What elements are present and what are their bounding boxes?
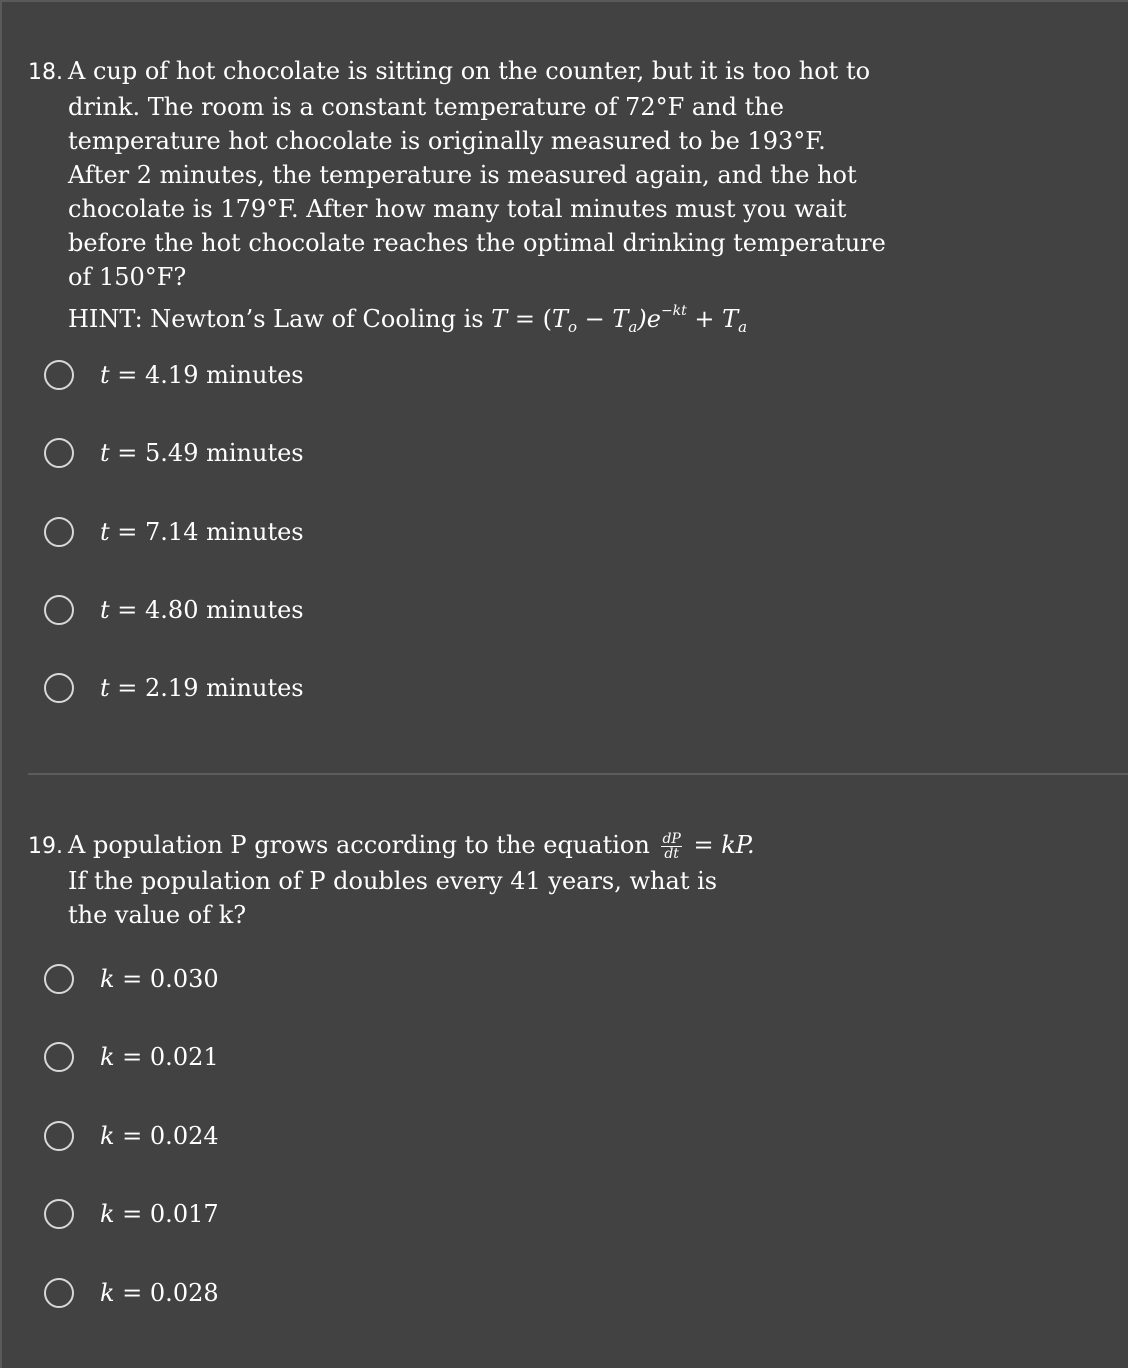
question-19-line-3: the value of k? [68, 901, 247, 929]
radio-button[interactable] [44, 1278, 74, 1308]
question-18-hint: HINT: Newton’s Law of Cooling is $T = (T_o - T_a)e^{-kt} + T_a$ [68, 303, 748, 336]
question-divider [28, 773, 1128, 775]
q18-option-3[interactable]: t = 7.14 minutes [44, 515, 304, 549]
q19-option-2[interactable]: k = 0.021 [44, 1040, 219, 1074]
q19-option-5[interactable]: k = 0.028 [44, 1276, 219, 1310]
q18-option-1[interactable]: t = 4.19 minutes [44, 358, 304, 392]
question-18-number: 18. [28, 60, 63, 85]
radio-button[interactable] [44, 1042, 74, 1072]
radio-button[interactable] [44, 964, 74, 994]
q19-option-4[interactable]: k = 0.017 [44, 1197, 219, 1231]
question-18-line-2: drink. The room is a constant temperature of 72°F and the [68, 93, 784, 121]
hint-formula: $T = (T_o - T_a)e^{-kt} + T_a$ [491, 303, 748, 336]
radio-button[interactable] [44, 595, 74, 625]
derivative-fraction: $\frac{dP}{dt}$ [662, 831, 681, 862]
question-18-line-4: After 2 minutes, the temperature is measured again, and the hot [68, 161, 857, 189]
radio-button[interactable] [44, 1121, 74, 1151]
q18-option-2[interactable]: t = 5.49 minutes [44, 436, 304, 470]
question-18-line-3: temperature hot chocolate is originally measured to be 193°F. [68, 127, 826, 155]
radio-button[interactable] [44, 1199, 74, 1229]
panel-left-border [0, 0, 2, 1368]
q19-option-1[interactable]: k = 0.030 [44, 962, 219, 996]
radio-button[interactable] [44, 438, 74, 468]
question-18-line-1: 18. A cup of hot chocolate is sitting on the counter, but it is too hot to [28, 54, 908, 90]
radio-button[interactable] [44, 517, 74, 547]
question-19-line-2: If the population of P doubles every 41 years, what is [68, 867, 718, 895]
radio-button[interactable] [44, 673, 74, 703]
question-18-line-7: of 150°F? [68, 263, 187, 291]
question-19-number: 19. [28, 834, 63, 859]
question-18-line-6: before the hot chocolate reaches the optimal drinking temperature [68, 229, 886, 257]
q18-option-5[interactable]: t = 2.19 minutes [44, 671, 304, 705]
panel-top-border [0, 0, 1128, 2]
q18-option-4[interactable]: t = 4.80 minutes [44, 593, 304, 627]
radio-button[interactable] [44, 360, 74, 390]
q19-option-3[interactable]: k = 0.024 [44, 1119, 219, 1153]
question-18 [28, 54, 908, 344]
question-19 [28, 828, 908, 932]
question-19-line-1: 19. A population P grows according to the equation $\frac{dP}{dt}$ = kP. [28, 831, 755, 862]
question-18-line-5: chocolate is 179°F. After how many total minutes must you wait [68, 195, 847, 223]
